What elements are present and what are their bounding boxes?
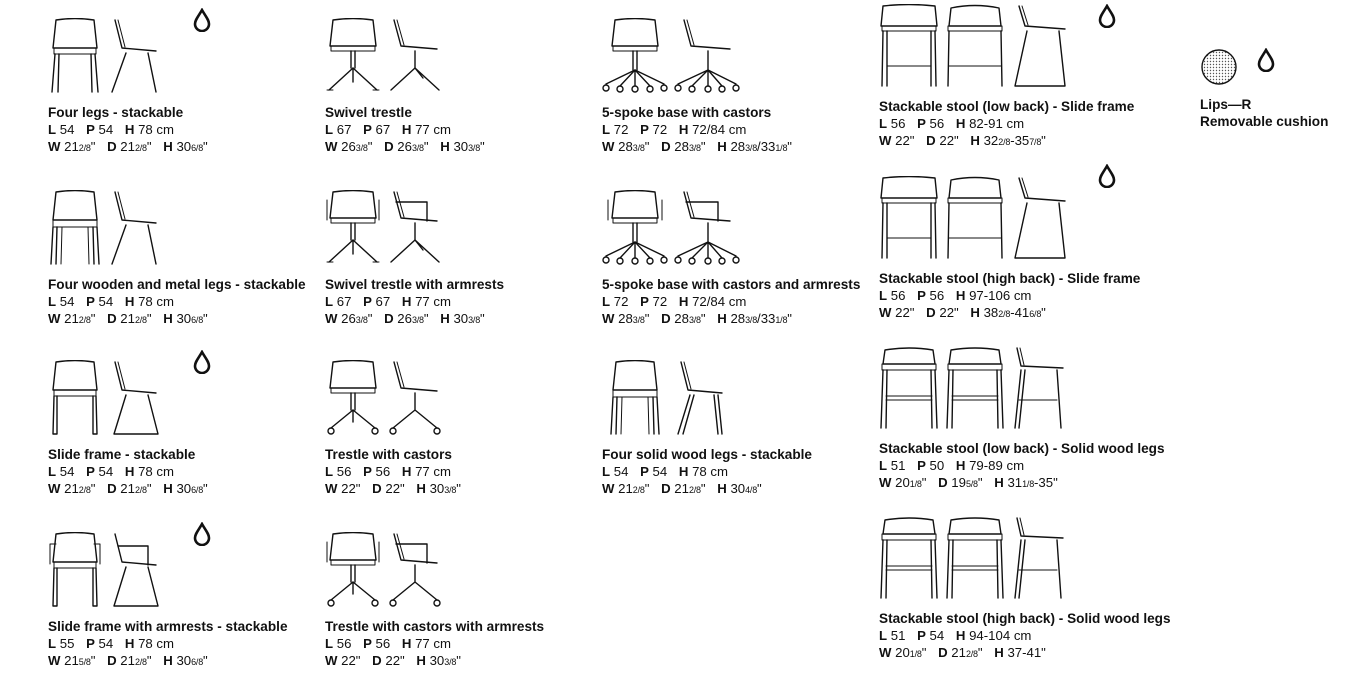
product-drawings (325, 10, 485, 94)
water-drop-icon (192, 8, 212, 32)
chair-side-icon (387, 360, 443, 436)
chair-front-icon (325, 190, 381, 266)
product-item (325, 10, 485, 157)
imperial-dimensions: W 215/8" D 212/8" H 306/8" (48, 653, 208, 668)
metric-dimensions: L 72 P 72 H 72/84 cm (602, 294, 747, 309)
chair-side-icon (674, 360, 728, 436)
metric-dimensions: L 56 P 56 H 82-91 cm (879, 116, 1025, 131)
metric-dimensions: L 55 P 54 H 78 cm (48, 636, 175, 651)
product-drawings (602, 10, 792, 94)
product-name: Trestle with castors (325, 447, 452, 462)
product-item (602, 182, 860, 329)
product-name: Swivel trestle with armrests (325, 277, 505, 292)
chair-front-icon (48, 532, 102, 608)
product-name: Trestle with castors with armrests (325, 619, 545, 634)
product-name: 5-spoke base with castors and armrests (602, 277, 861, 292)
chair-front-icon (325, 18, 381, 94)
imperial-dimensions: W 212/8" D 212/8" H 304/8" (602, 481, 762, 496)
imperial-dimensions: W 263/8" D 263/8" H 303/8" (325, 311, 485, 326)
product-item (879, 344, 1165, 493)
stool-side-icon (1011, 346, 1071, 430)
stool-front-icon (879, 4, 939, 88)
product-drawings (325, 352, 461, 436)
product-item (48, 352, 208, 499)
stool-front-alt-icon (945, 176, 1005, 260)
chair-side-icon (387, 18, 443, 94)
stool-front-icon (879, 346, 939, 430)
chair-front-icon (48, 18, 102, 94)
chair-front-icon (48, 360, 102, 436)
chair-front-icon (325, 360, 381, 436)
chair-side-icon (674, 18, 740, 94)
cushion-model: Lips—R (1200, 97, 1252, 112)
product-name: Slide frame - stackable (48, 447, 196, 462)
metric-dimensions: L 67 P 67 H 77 cm (325, 122, 452, 137)
imperial-dimensions: W 263/8" D 263/8" H 303/8" (325, 139, 485, 154)
product-name: Slide frame with armrests - stackable (48, 619, 288, 634)
cushion-swatch-icon (1200, 48, 1238, 86)
product-item (602, 10, 792, 157)
stool-front-icon (879, 516, 939, 600)
product-drawings (325, 524, 544, 608)
product-item (879, 514, 1171, 663)
chair-side-icon (674, 190, 740, 266)
imperial-dimensions: W 212/8" D 212/8" H 306/8" (48, 139, 208, 154)
metric-dimensions: L 56 P 56 H 97-106 cm (879, 288, 1032, 303)
imperial-dimensions: W 22" D 22" H 382/8-416/8" (879, 305, 1046, 320)
metric-dimensions: L 51 P 50 H 79-89 cm (879, 458, 1025, 473)
chair-front-icon (602, 18, 668, 94)
product-name: Stackable stool (high back) - Solid wood legs (879, 611, 1171, 626)
chair-side-icon (108, 360, 162, 436)
chair-side-icon (108, 18, 162, 94)
stool-front-alt-icon (945, 346, 1005, 430)
product-item (48, 10, 208, 157)
product-drawings (48, 524, 288, 608)
product-name: Stackable stool (low back) - Slide frame (879, 99, 1135, 114)
chair-side-icon (108, 190, 162, 266)
product-name: Stackable stool (high back) - Slide frame (879, 271, 1141, 286)
metric-dimensions: L 54 P 54 H 78 cm (48, 294, 175, 309)
metric-dimensions: L 54 P 54 H 78 cm (48, 122, 175, 137)
product-item (325, 182, 504, 329)
cushion-option (1200, 48, 1328, 130)
stool-side-icon (1011, 176, 1071, 260)
imperial-dimensions: W 212/8" D 212/8" H 306/8" (48, 481, 208, 496)
stool-front-icon (879, 176, 939, 260)
water-drop-icon (192, 350, 212, 374)
imperial-dimensions: W 212/8" D 212/8" H 306/8" (48, 311, 208, 326)
product-drawings (879, 344, 1165, 430)
chair-front-icon (48, 190, 102, 266)
product-item (325, 352, 461, 499)
imperial-dimensions: W 283/8" D 283/8" H 283/8/331/8" (602, 311, 792, 326)
chair-front-icon (602, 190, 668, 266)
chair-side-icon (108, 532, 162, 608)
product-name: Four legs - stackable (48, 105, 184, 120)
product-drawings (48, 352, 208, 436)
stool-side-icon (1011, 4, 1071, 88)
chair-front-icon (602, 360, 668, 436)
product-name: Swivel trestle (325, 105, 412, 120)
product-drawings (602, 182, 860, 266)
imperial-dimensions: W 22" D 22" H 322/8-357/8" (879, 133, 1046, 148)
metric-dimensions: L 54 P 54 H 78 cm (602, 464, 729, 479)
metric-dimensions: L 56 P 56 H 77 cm (325, 464, 452, 479)
metric-dimensions: L 56 P 56 H 77 cm (325, 636, 452, 651)
stool-side-icon (1011, 516, 1071, 600)
imperial-dimensions: W 201/8" D 212/8" H 37-41" (879, 645, 1046, 660)
imperial-dimensions: W 22" D 22" H 303/8" (325, 653, 461, 668)
water-drop-icon (1097, 164, 1117, 188)
water-drop-icon (1097, 4, 1117, 28)
product-name: Four wooden and metal legs - stackable (48, 277, 306, 292)
imperial-dimensions: W 22" D 22" H 303/8" (325, 481, 461, 496)
metric-dimensions: L 51 P 54 H 94-104 cm (879, 628, 1032, 643)
product-drawings (48, 182, 306, 266)
product-item (48, 182, 306, 329)
product-item (879, 174, 1140, 323)
stool-front-alt-icon (945, 4, 1005, 88)
product-drawings (602, 352, 812, 436)
stool-front-alt-icon (945, 516, 1005, 600)
product-name: Stackable stool (low back) - Solid wood legs (879, 441, 1165, 456)
metric-dimensions: L 54 P 54 H 78 cm (48, 464, 175, 479)
imperial-dimensions: W 283/8" D 283/8" H 283/8/331/8" (602, 139, 792, 154)
chair-side-icon (387, 190, 443, 266)
product-item (879, 2, 1134, 151)
product-drawings (48, 10, 208, 94)
product-name: Four solid wood legs - stackable (602, 447, 812, 462)
product-name: 5-spoke base with castors (602, 105, 772, 120)
product-drawings (325, 182, 504, 266)
product-drawings (879, 174, 1140, 260)
imperial-dimensions: W 201/8" D 195/8" H 311/8-35" (879, 475, 1058, 490)
chair-front-icon (325, 532, 381, 608)
water-drop-icon (1256, 48, 1276, 72)
water-drop-icon (192, 522, 212, 546)
metric-dimensions: L 72 P 72 H 72/84 cm (602, 122, 747, 137)
cushion-description: Removable cushion (1200, 114, 1329, 129)
metric-dimensions: L 67 P 67 H 77 cm (325, 294, 452, 309)
product-item (602, 352, 812, 499)
product-item (48, 524, 288, 671)
product-item (325, 524, 544, 671)
product-drawings (879, 2, 1134, 88)
product-drawings (879, 514, 1171, 600)
chair-side-icon (387, 532, 443, 608)
